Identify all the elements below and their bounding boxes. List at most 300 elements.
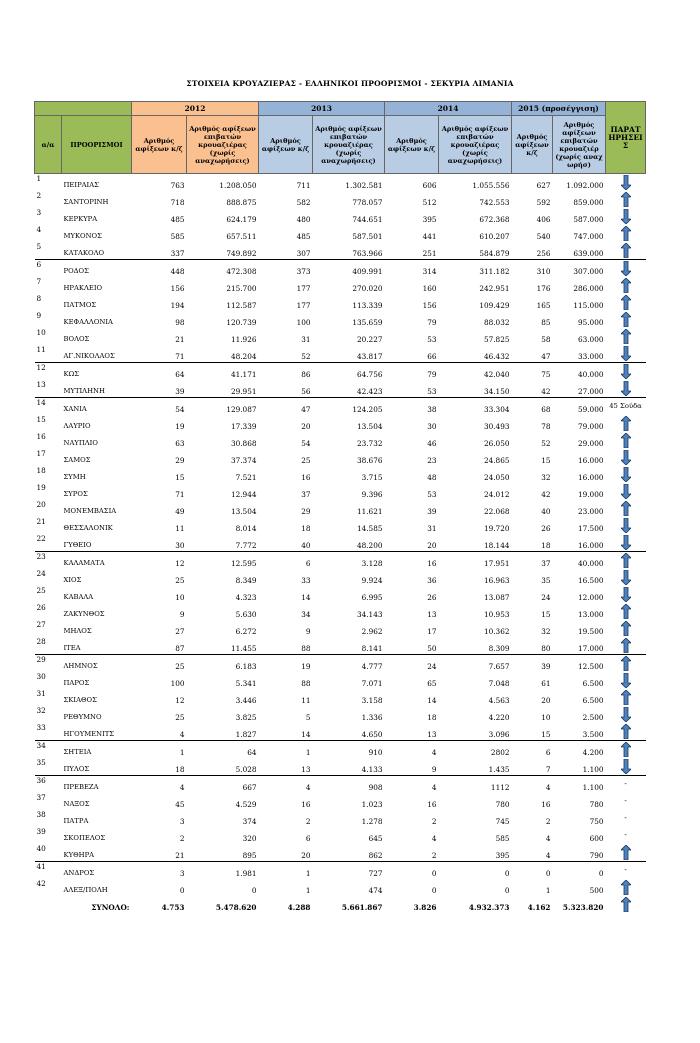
passenger-arrivals-2012: 888.875 — [226, 198, 257, 207]
ship-arrivals-2013: 25 — [301, 456, 311, 465]
ship-arrivals-2015: 32 — [541, 473, 551, 482]
table-row — [35, 294, 646, 311]
trend-cell — [606, 174, 646, 192]
passenger-arrivals-2015: 63.000 — [577, 335, 604, 344]
ship-arrivals-2014: 39 — [427, 507, 437, 516]
passenger-arrivals-2015: 79.000 — [577, 422, 604, 431]
passenger-arrivals-2013: 1.023 — [361, 800, 383, 809]
passenger-arrivals-2014: 584.879 — [479, 249, 510, 258]
trend-cell — [606, 294, 646, 311]
destination-name: ΙΤΕΑ — [63, 644, 81, 652]
trend-cell — [606, 432, 646, 449]
passenger-arrivals-2015: 29.000 — [577, 439, 604, 448]
trend-cell — [606, 208, 646, 225]
ship-arrivals-2012: 15 — [175, 473, 185, 482]
ship-arrivals-2015: 4 — [512, 776, 553, 794]
trend-cell — [606, 398, 646, 416]
destination-name: ΣΗΤΕΙΑ — [62, 741, 132, 759]
ship-arrivals-2012: 11 — [175, 524, 185, 533]
table-row — [35, 483, 646, 500]
row-index: 21 — [36, 517, 46, 526]
passenger-arrivals-2013: 3.715 — [361, 473, 383, 482]
row-index: 17 — [36, 449, 46, 458]
passenger-arrivals-2012: 48.204 — [230, 352, 257, 361]
ship-arrivals-2015: 592 — [536, 198, 551, 207]
table-row — [35, 637, 646, 655]
ship-arrivals-2014: 48 — [427, 473, 437, 482]
ship-arrivals-2014: 31 — [427, 524, 437, 533]
trend-cell — [606, 827, 646, 844]
passenger-arrivals-2015: 639.000 — [573, 249, 604, 258]
passenger-arrivals-2012: 749.892 — [226, 249, 257, 258]
ship-arrivals-2015: 85 — [541, 318, 551, 327]
ship-arrivals-2014: 65 — [427, 679, 437, 688]
trend-cell — [606, 620, 646, 637]
dash-mark: - — [624, 831, 627, 839]
passenger-arrivals-2013: 64.756 — [313, 363, 385, 381]
passenger-arrivals-2014: 8.309 — [488, 644, 510, 653]
total-passenger-arrivals-2015: 5.323.820 — [562, 903, 604, 912]
passenger-arrivals-2014: 672.368 — [479, 215, 510, 224]
passenger-arrivals-2012: 12.944 — [230, 490, 257, 499]
arrow-up-icon — [606, 897, 646, 912]
passenger-arrivals-2013: 124.205 — [313, 398, 385, 416]
ship-arrivals-2012: 63 — [175, 439, 185, 448]
table-row — [35, 603, 646, 620]
total-spacer — [35, 896, 62, 913]
ship-arrivals-2013: 582 — [296, 198, 311, 207]
ship-arrivals-2014: 66 — [427, 352, 437, 361]
row-index: 23 — [35, 552, 62, 570]
ship-arrivals-2013: 40 — [301, 541, 311, 550]
destination-name: ΚΩΣ — [62, 363, 132, 381]
row-index: 5 — [36, 242, 42, 251]
passenger-arrivals-2015: 115.000 — [573, 301, 604, 310]
ship-arrivals-2015: 406 — [536, 215, 551, 224]
ship-arrivals-2015: 15 — [541, 456, 551, 465]
passenger-arrivals-2014: 7.657 — [439, 655, 512, 673]
destination-name: ΒΟΛΟΣ — [63, 335, 90, 343]
passenger-arrivals-2015: 40.000 — [553, 552, 606, 570]
ship-arrivals-2013: 34 — [301, 610, 311, 619]
table-row — [35, 449, 646, 466]
passenger-arrivals-2012: 215.700 — [226, 284, 257, 293]
ship-arrivals-2014: 4 — [431, 834, 437, 843]
table-row — [35, 879, 646, 896]
arrow-up-icon — [606, 278, 646, 293]
passenger-arrivals-2013: 4.650 — [361, 730, 383, 739]
trend-cell — [606, 569, 646, 586]
ship-arrivals-2014: 512 — [422, 198, 437, 207]
arrow-up-icon — [606, 553, 646, 568]
destination-name: ΜΥΚΟΝΟΣ — [63, 232, 102, 240]
ship-arrivals-2013: 480 — [296, 215, 311, 224]
ships-2015-header: Αριθμός αφίξεων κ/ζ — [512, 116, 553, 174]
row-index: 24 — [36, 569, 46, 578]
ship-arrivals-2015: 6 — [512, 741, 553, 759]
ship-arrivals-2014: 251 — [422, 249, 437, 258]
trend-cell — [606, 637, 646, 655]
passenger-arrivals-2012: 472.308 — [187, 260, 259, 278]
passenger-arrivals-2014: 17.951 — [439, 552, 512, 570]
ship-arrivals-2014: 9 — [431, 765, 437, 774]
arrow-up-icon — [606, 416, 646, 431]
passenger-arrivals-2014: 610.207 — [479, 232, 510, 241]
arrow-up-icon — [606, 724, 646, 739]
row-index: 36 — [35, 776, 62, 794]
ship-arrivals-2015: 37 — [512, 552, 553, 570]
ship-arrivals-2012: 1 — [132, 741, 187, 759]
ship-arrivals-2013: 4 — [259, 776, 313, 794]
table-row — [35, 277, 646, 294]
destination-name: ΠΕΙΡΑΙΑΣ — [63, 181, 99, 189]
passenger-arrivals-2015: 40.000 — [553, 363, 606, 381]
passenger-arrivals-2012: 37.374 — [230, 456, 257, 465]
passenger-arrivals-2014: 26.050 — [483, 439, 510, 448]
trend-cell — [606, 363, 646, 381]
passenger-arrivals-2013: 1.336 — [361, 713, 383, 722]
ship-arrivals-2015: 40 — [541, 507, 551, 516]
destination-name: ΚΑΒΑΛΑ — [63, 593, 94, 601]
passenger-arrivals-2015: 4.200 — [553, 741, 606, 759]
ship-arrivals-2013: 88 — [301, 644, 311, 653]
passenger-arrivals-2012: 624.179 — [226, 215, 257, 224]
ship-arrivals-2013: 54 — [301, 439, 311, 448]
arrow-up-icon — [606, 243, 646, 258]
passenger-arrivals-2015: 16.000 — [577, 456, 604, 465]
ship-arrivals-2015: 32 — [541, 627, 551, 636]
total-passenger-arrivals-2012: 5.478.620 — [215, 903, 257, 912]
passenger-arrivals-2014: 24.865 — [483, 456, 510, 465]
ship-arrivals-2013: 711 — [296, 181, 311, 190]
passenger-arrivals-2014: 742.553 — [479, 198, 510, 207]
trend-cell — [606, 689, 646, 706]
passenger-arrivals-2015: 1.100 — [582, 765, 604, 774]
passenger-arrivals-2015: 19.000 — [577, 490, 604, 499]
arrow-down-icon — [606, 450, 646, 465]
destination-name: ΣΑΜΟΣ — [63, 456, 91, 464]
passenger-arrivals-2015: 12.500 — [553, 655, 606, 673]
arrow-up-icon — [606, 604, 646, 619]
destination-name: ΗΓΟΥΜΕΝΙΤΣ — [63, 730, 115, 738]
passenger-arrivals-2013: 862 — [368, 851, 383, 860]
total-label: ΣΥΝΟΛΟ: — [91, 903, 130, 912]
trend-cell — [606, 242, 646, 260]
passenger-arrivals-2013: 14.585 — [356, 524, 383, 533]
trend-cell — [606, 191, 646, 208]
arrow-up-icon — [606, 192, 646, 207]
ship-arrivals-2012: 39 — [175, 387, 185, 396]
passenger-arrivals-2013: 13.504 — [356, 422, 383, 431]
passenger-arrivals-2012: 8.014 — [235, 524, 257, 533]
destination-name: ΣΥΜΗ — [63, 473, 86, 481]
ship-arrivals-2013: 1 — [259, 741, 313, 759]
passenger-arrivals-2012: 120.739 — [226, 318, 257, 327]
passenger-arrivals-2014: 1.435 — [488, 765, 510, 774]
passenger-arrivals-2013: 7.071 — [361, 679, 383, 688]
ship-arrivals-2013: 1 — [305, 886, 311, 895]
table-row — [35, 758, 646, 776]
trend-cell — [606, 311, 646, 328]
passenger-arrivals-2012: 657.511 — [226, 232, 257, 241]
trend-cell — [606, 741, 646, 759]
arrow-down-icon — [606, 346, 646, 361]
row-index: 41 — [35, 862, 62, 880]
passenger-arrivals-2015: 3.500 — [582, 730, 604, 739]
table-row — [35, 569, 646, 586]
total-passenger-arrivals-2014: 4.932.373 — [468, 903, 510, 912]
passenger-arrivals-2015: 780 — [589, 800, 604, 809]
destination-name: ΣΑΝΤΟΡΙΝΗ — [63, 198, 109, 206]
passenger-arrivals-2015: 0 — [553, 862, 606, 880]
ship-arrivals-2012: 64 — [132, 363, 187, 381]
passenger-arrivals-2013: 1.302.581 — [345, 181, 383, 190]
row-index: 39 — [36, 827, 46, 836]
ship-arrivals-2014: 26 — [427, 593, 437, 602]
passenger-arrivals-2013: 4.133 — [361, 765, 383, 774]
row-index: 14 — [35, 398, 62, 416]
ship-arrivals-2015: 16 — [541, 800, 551, 809]
trend-cell — [606, 603, 646, 620]
ship-arrivals-2013: 20 — [301, 851, 311, 860]
passenger-arrivals-2015: 750 — [589, 817, 604, 826]
passenger-arrivals-2014: 10.362 — [483, 627, 510, 636]
passenger-arrivals-2014: 395 — [495, 851, 510, 860]
ship-arrivals-2013: 19 — [259, 655, 313, 673]
ship-arrivals-2015: 80 — [541, 644, 551, 653]
table-row — [35, 500, 646, 517]
passenger-arrivals-2012: 4.323 — [235, 593, 257, 602]
ship-arrivals-2012: 30 — [175, 541, 185, 550]
ship-arrivals-2015: 75 — [512, 363, 553, 381]
table-row — [35, 552, 646, 570]
trend-cell — [606, 415, 646, 432]
destination-name: ΣΚΙΑΘΟΣ — [63, 696, 97, 704]
passenger-arrivals-2015: 17.500 — [577, 524, 604, 533]
trend-cell — [606, 534, 646, 552]
ship-arrivals-2015: 256 — [536, 249, 551, 258]
table-row — [35, 534, 646, 552]
ship-arrivals-2013: 86 — [259, 363, 313, 381]
ship-arrivals-2012: 0 — [179, 886, 185, 895]
passenger-arrivals-2012: 11.926 — [230, 335, 257, 344]
arrow-down-icon — [606, 467, 646, 482]
arrow-up-icon — [606, 638, 646, 653]
row-index: 22 — [36, 534, 46, 543]
document-title: ΣΤΟΙΧΕΙΑ ΚΡΟΥΑΖΙΕΡΑΣ - ΕΛΛΗΝΙΚΟΙ ΠΡΟΟΡΙΣΜΟΙ - ΣΕΚΥΡΙΑ ΛΙΜΑΝΙΑ — [186, 79, 514, 88]
ship-arrivals-2013: 307 — [296, 249, 311, 258]
ship-arrivals-2014: 156 — [422, 301, 437, 310]
ship-arrivals-2015: 4 — [545, 834, 551, 843]
arrow-down-icon — [606, 707, 646, 722]
arrow-down-icon — [606, 381, 646, 396]
destination-name: ΛΗΜΝΟΣ — [62, 655, 132, 673]
trend-cell — [606, 706, 646, 723]
ship-arrivals-2015: 35 — [541, 576, 551, 585]
passenger-arrivals-2013: 1.278 — [361, 817, 383, 826]
arrow-up-icon — [606, 621, 646, 636]
passenger-arrivals-2013: 908 — [313, 776, 385, 794]
ship-arrivals-2013: 20 — [301, 422, 311, 431]
passenger-arrivals-2014: 19.720 — [483, 524, 510, 533]
arrow-down-icon — [606, 535, 646, 550]
passenger-arrivals-2013: 474 — [368, 886, 383, 895]
trend-cell — [606, 879, 646, 896]
arrow-up-icon — [606, 501, 646, 516]
ship-arrivals-2012: 98 — [175, 318, 185, 327]
ship-arrivals-2014: 4 — [385, 741, 439, 759]
passenger-arrivals-2015: 6.500 — [582, 696, 604, 705]
table-row — [35, 345, 646, 363]
ship-arrivals-2015: 58 — [541, 335, 551, 344]
passenger-arrivals-2013: 645 — [368, 834, 383, 843]
ship-arrivals-2013: 14 — [301, 593, 311, 602]
ship-arrivals-2012: 54 — [132, 398, 187, 416]
table-row — [35, 242, 646, 260]
passenger-arrivals-2015: 2.500 — [582, 713, 604, 722]
passenger-arrivals-2015: 19.500 — [577, 627, 604, 636]
ship-arrivals-2014: 38 — [385, 398, 439, 416]
ship-arrivals-2015: 47 — [541, 352, 551, 361]
passenger-arrivals-2012: 6.183 — [187, 655, 259, 673]
trend-cell — [606, 655, 646, 673]
arrow-down-icon — [606, 587, 646, 602]
passenger-arrivals-2014: 30.493 — [483, 422, 510, 431]
passenger-arrivals-2015: 27.000 — [577, 387, 604, 396]
passenger-arrivals-2015: 16.500 — [577, 576, 604, 585]
passenger-arrivals-2012: 1.981 — [187, 862, 259, 880]
passenger-arrivals-2012: 30.868 — [230, 439, 257, 448]
arrow-up-icon — [606, 845, 646, 860]
row-index: 10 — [36, 328, 46, 337]
row-index: 16 — [36, 432, 46, 441]
ship-arrivals-2012: 585 — [170, 232, 185, 241]
total-ship-arrivals-2012: 4.753 — [161, 903, 185, 912]
ship-arrivals-2012: 4 — [179, 730, 185, 739]
destination-name: ΡΕΘΥΜΝΟ — [63, 713, 102, 721]
ship-arrivals-2014: 4 — [385, 776, 439, 794]
passenger-arrivals-2014: 22.068 — [483, 507, 510, 516]
ship-arrivals-2014: 395 — [422, 215, 437, 224]
row-index: 35 — [36, 758, 46, 767]
passenger-arrivals-2015: 17.000 — [577, 644, 604, 653]
table-row — [35, 706, 646, 723]
ship-arrivals-2012: 18 — [175, 765, 185, 774]
ship-arrivals-2014: 20 — [427, 541, 437, 550]
passenger-arrivals-2012: 29.951 — [230, 387, 257, 396]
table-row — [35, 741, 646, 759]
passenger-arrivals-2013: 135.659 — [352, 318, 383, 327]
passenger-arrivals-2013: 587.501 — [352, 232, 383, 241]
passenger-arrivals-2014: 46.432 — [483, 352, 510, 361]
ship-arrivals-2015: 15 — [541, 610, 551, 619]
ship-arrivals-2014: 13 — [427, 730, 437, 739]
row-index: 6 — [35, 260, 62, 278]
ship-arrivals-2014: 53 — [427, 387, 437, 396]
trend-cell — [606, 723, 646, 741]
ship-arrivals-2012: 448 — [132, 260, 187, 278]
ship-arrivals-2013: 2 — [305, 817, 311, 826]
row-index: 9 — [36, 311, 42, 320]
trend-cell — [606, 500, 646, 517]
ship-arrivals-2013: 177 — [296, 284, 311, 293]
passenger-arrivals-2013: 744.651 — [352, 215, 383, 224]
ship-arrivals-2014: 16 — [427, 800, 437, 809]
passenger-arrivals-2013: 20.227 — [356, 335, 383, 344]
trend-cell — [606, 793, 646, 810]
dash-mark: - — [624, 866, 627, 874]
passenger-arrivals-2012: 129.087 — [187, 398, 259, 416]
destination-name: ΣΚΟΠΕΛΟΣ — [63, 834, 106, 842]
passenger-arrivals-2012: 5.630 — [235, 610, 257, 619]
destination-name: ΠΑΤΡΑ — [63, 817, 89, 825]
passenger-arrivals-2012: 5.028 — [235, 765, 257, 774]
table-row — [35, 586, 646, 603]
notes-header: ΠΑΡΑΤ ΗΡΗΣΕΙ Σ — [606, 102, 646, 174]
destination-name: ΑΝΔΡΟΣ — [62, 862, 132, 880]
dash-mark: - — [624, 797, 627, 805]
ship-arrivals-2013: 37 — [301, 490, 311, 499]
arrow-up-icon — [606, 226, 646, 241]
ship-arrivals-2012: 71 — [175, 490, 185, 499]
passenger-arrivals-2013: 727 — [313, 862, 385, 880]
arrow-up-icon — [606, 433, 646, 448]
destination-name: ΘΕΣΣΑΛΟΝΙΚ — [63, 524, 113, 532]
trend-cell — [606, 380, 646, 398]
destination-name: ΠΡΕΒΕΖΑ — [62, 776, 132, 794]
ship-arrivals-2014: 13 — [427, 610, 437, 619]
passenger-arrivals-2012: 3.446 — [235, 696, 257, 705]
year-2013-header: 2013 — [259, 102, 385, 116]
passenger-arrivals-2012: 667 — [187, 776, 259, 794]
total-ship-arrivals-2015: 4.162 — [527, 903, 551, 912]
arrow-down-icon — [606, 484, 646, 499]
ship-arrivals-2012: 25 — [132, 655, 187, 673]
ship-arrivals-2012: 19 — [175, 422, 185, 431]
passenger-arrivals-2014: 2802 — [439, 741, 512, 759]
ship-arrivals-2013: 1 — [259, 862, 313, 880]
ship-arrivals-2012: 21 — [175, 851, 185, 860]
ship-arrivals-2014: 36 — [427, 576, 437, 585]
passenger-arrivals-2014: 1112 — [439, 776, 512, 794]
table-row — [35, 862, 646, 880]
ship-arrivals-2012: 337 — [170, 249, 185, 258]
table-row — [35, 363, 646, 381]
total-ship-arrivals-2014: 3.826 — [413, 903, 437, 912]
ship-arrivals-2015: 10 — [541, 713, 551, 722]
ship-arrivals-2015: 627 — [536, 181, 551, 190]
total-ship-arrivals-2013: 4.288 — [287, 903, 311, 912]
passenger-arrivals-2015: 95.000 — [577, 318, 604, 327]
passenger-arrivals-2015: 23.000 — [577, 507, 604, 516]
arrow-up-icon — [606, 880, 646, 895]
trend-cell — [606, 345, 646, 363]
passenger-arrivals-2013: 778.057 — [352, 198, 383, 207]
passenger-arrivals-2014: 780 — [495, 800, 510, 809]
passengers-2013-header: Αριθμός αφίξεων επιβατών κρουαζιέρας (χωρίς αναχωρήσεις) — [313, 116, 385, 174]
arrow-down-icon — [606, 518, 646, 533]
passenger-arrivals-2012: 17.339 — [230, 422, 257, 431]
ship-arrivals-2015: 15 — [541, 730, 551, 739]
ship-arrivals-2013: 56 — [301, 387, 311, 396]
passenger-arrivals-2014: 242.951 — [479, 284, 510, 293]
passenger-arrivals-2014: 13.087 — [483, 593, 510, 602]
ship-arrivals-2012: 718 — [170, 198, 185, 207]
trend-cell — [606, 862, 646, 880]
ships-2014-header: Αριθμός αφίξεων κ/ζ — [385, 116, 439, 174]
destination-name: ΗΡΑΚΛΕΙΟ — [63, 284, 103, 292]
passenger-arrivals-2015: 747.000 — [573, 232, 604, 241]
